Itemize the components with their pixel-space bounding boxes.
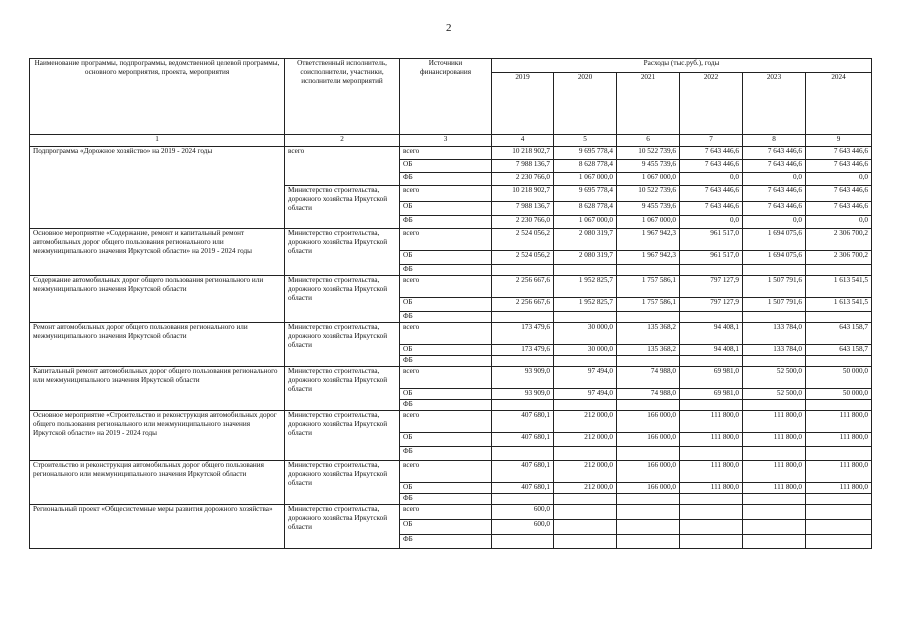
value-cell: 1 952 825,7 [554,298,617,312]
column-number: 9 [806,135,872,147]
value-cell [680,505,743,520]
value-cell [806,356,872,367]
value-cell [617,312,680,323]
value-cell: 407 680,1 [492,411,554,433]
value-cell: 111 800,0 [680,411,743,433]
value-cell: 9 455 739,6 [617,160,680,173]
value-cell: 7 988 136,7 [492,160,554,173]
value-cell [554,535,617,549]
value-cell: 52 500,0 [743,389,806,400]
table-body [30,147,872,549]
source-cell: всего [400,367,492,389]
source-cell: ФБ [400,265,492,276]
header-year: 2022 [680,73,743,135]
value-cell [743,520,806,535]
value-cell [743,356,806,367]
value-cell: 1 952 825,7 [554,276,617,298]
value-cell: 212 000,0 [554,433,617,447]
executor-cell: Министерство строительства, дорожного хозяйства Иркутской области [285,229,400,276]
value-cell: 1 067 000,0 [554,173,617,186]
value-cell: 212 000,0 [554,461,617,483]
value-cell: 7 643 446,6 [743,202,806,216]
value-cell [806,494,872,505]
row-name-cell: Подпрограмма «Дорожное хозяйство» на 2019 - 2024 годы [30,147,285,229]
value-cell: 961 517,0 [680,229,743,251]
value-cell [554,494,617,505]
value-cell: 7 643 446,6 [680,202,743,216]
value-cell: 0,0 [806,216,872,229]
table-row [30,367,872,389]
column-number: 3 [400,135,492,147]
value-cell: 407 680,1 [492,433,554,447]
source-cell: ФБ [400,447,492,461]
value-cell [680,356,743,367]
row-name-cell: Капитальный ремонт автомобильных дорог общего пользования регионального или межмуниципального значения Иркутской области [30,367,285,411]
source-cell: всего [400,505,492,520]
value-cell: 1 067 000,0 [617,216,680,229]
executor-cell: Министерство строительства, дорожного хозяйства Иркутской области [285,505,400,549]
value-cell: 93 909,0 [492,367,554,389]
value-cell: 7 643 446,6 [680,160,743,173]
value-cell: 7 643 446,6 [806,147,872,160]
column-number: 2 [285,135,400,147]
source-cell: всего [400,276,492,298]
column-number: 7 [680,135,743,147]
budget-table [29,58,872,549]
value-cell: 0,0 [806,173,872,186]
value-cell [617,505,680,520]
value-cell: 173 479,6 [492,345,554,356]
value-cell: 9 695 778,4 [554,186,617,202]
value-cell: 7 643 446,6 [806,202,872,216]
value-cell: 10 218 902,7 [492,186,554,202]
value-cell: 2 230 766,0 [492,173,554,186]
value-cell [743,400,806,411]
value-cell [617,520,680,535]
value-cell: 2 306 700,2 [806,251,872,265]
header-expenses: Расходы (тыс.руб.), годы [492,59,872,73]
value-cell: 111 800,0 [806,411,872,433]
value-cell [806,447,872,461]
row-name-cell: Ремонт автомобильных дорог общего пользования регионального или межмуниципального значения Иркутской области [30,323,285,367]
value-cell [806,520,872,535]
source-cell: ФБ [400,216,492,229]
source-cell: ОБ [400,389,492,400]
source-cell: ОБ [400,345,492,356]
value-cell: 111 800,0 [680,433,743,447]
executor-cell: Министерство строительства, дорожного хозяйства Иркутской области [285,276,400,323]
value-cell: 212 000,0 [554,411,617,433]
column-number: 1 [30,135,285,147]
source-cell: всего [400,411,492,433]
value-cell [554,400,617,411]
value-cell: 407 680,1 [492,483,554,494]
value-cell [554,447,617,461]
value-cell [617,356,680,367]
row-name-cell: Региональный проект «Общесистемные меры развития дорожного хозяйства» [30,505,285,549]
executor-cell: Министерство строительства, дорожного хозяйства Иркутской области [285,367,400,411]
value-cell: 30 000,0 [554,345,617,356]
value-cell [554,312,617,323]
value-cell [617,535,680,549]
value-cell: 1 967 942,3 [617,229,680,251]
source-cell: ФБ [400,535,492,549]
value-cell: 111 800,0 [806,461,872,483]
value-cell [680,520,743,535]
value-cell: 133 784,0 [743,345,806,356]
row-name-cell: Основное мероприятие «Строительство и реконструкция автомобильных дорог общего пользования регионального или межмуниципального значения Иркутской области» на 2019 - 2024 годы [30,411,285,461]
value-cell [554,505,617,520]
value-cell: 111 800,0 [806,483,872,494]
value-cell: 7 643 446,6 [743,186,806,202]
value-cell: 643 158,7 [806,345,872,356]
value-cell: 8 628 778,4 [554,160,617,173]
executor-cell: Министерство строительства, дорожного хозяйства Иркутской области [285,411,400,461]
executor-cell: Министерство строительства, дорожного хозяйства Иркутской области [285,323,400,367]
value-cell [617,447,680,461]
value-cell: 166 000,0 [617,483,680,494]
value-cell [617,265,680,276]
table-row [30,323,872,345]
value-cell [680,494,743,505]
source-cell: ОБ [400,298,492,312]
value-cell: 69 981,0 [680,389,743,400]
source-cell: всего [400,461,492,483]
value-cell: 0,0 [743,216,806,229]
value-cell [492,535,554,549]
value-cell: 600,0 [492,520,554,535]
value-cell [492,400,554,411]
executor-cell: Министерство строительства, дорожного хозяйства Иркутской области [285,461,400,505]
value-cell [680,265,743,276]
header-year: 2020 [554,73,617,135]
value-cell: 7 643 446,6 [806,186,872,202]
executor-cell: Министерство строительства, дорожного хозяйства Иркутской области [285,186,400,229]
table-row [30,276,872,298]
value-cell: 111 800,0 [743,461,806,483]
executor-cell: всего [285,147,400,186]
source-cell: всего [400,323,492,345]
value-cell [492,265,554,276]
value-cell: 1 757 586,1 [617,298,680,312]
header-year: 2019 [492,73,554,135]
source-cell: ОБ [400,433,492,447]
value-cell [492,447,554,461]
value-cell [743,505,806,520]
value-cell: 30 000,0 [554,323,617,345]
value-cell: 2 080 319,7 [554,229,617,251]
value-cell: 0,0 [743,173,806,186]
column-number: 5 [554,135,617,147]
value-cell: 111 800,0 [680,461,743,483]
value-cell [743,265,806,276]
value-cell: 1 757 586,1 [617,276,680,298]
value-cell: 10 218 902,7 [492,147,554,160]
table-row [30,411,872,433]
value-cell: 166 000,0 [617,461,680,483]
value-cell: 1 694 075,6 [743,251,806,265]
header-name: Наименование программы, подпрограммы, ведомственной целевой программы, основного мероприятия, проекта, мероприятия [30,59,285,135]
table-row [30,229,872,251]
value-cell: 1 507 791,6 [743,298,806,312]
header-sources: Источники финансирования [400,59,492,135]
value-cell: 2 080 319,7 [554,251,617,265]
source-cell: ОБ [400,160,492,173]
value-cell: 2 524 056,2 [492,251,554,265]
value-cell [743,312,806,323]
value-cell: 74 988,0 [617,367,680,389]
value-cell: 2 230 766,0 [492,216,554,229]
source-cell: ФБ [400,400,492,411]
header-year: 2024 [806,73,872,135]
value-cell: 797 127,9 [680,298,743,312]
value-cell [806,400,872,411]
value-cell [806,312,872,323]
table-row [30,461,872,483]
source-cell: ОБ [400,251,492,265]
value-cell: 1 067 000,0 [554,216,617,229]
value-cell: 69 981,0 [680,367,743,389]
value-cell: 111 800,0 [680,483,743,494]
value-cell [680,535,743,549]
value-cell: 2 256 667,6 [492,276,554,298]
row-name-cell: Основное мероприятие «Содержание, ремонт и капитальный ремонт автомобильных дорог общего пользования регионального или межмуниципального значения Иркутской области» на 2019 - 2024 годы [30,229,285,276]
column-number: 4 [492,135,554,147]
value-cell: 111 800,0 [743,411,806,433]
source-cell: ФБ [400,173,492,186]
value-cell: 7 643 446,6 [680,186,743,202]
value-cell: 1 613 541,5 [806,298,872,312]
value-cell: 10 522 739,6 [617,147,680,160]
value-cell: 50 000,0 [806,389,872,400]
value-cell: 212 000,0 [554,483,617,494]
value-cell: 7 643 446,6 [806,160,872,173]
column-number: 8 [743,135,806,147]
value-cell: 1 067 000,0 [617,173,680,186]
value-cell: 1 613 541,5 [806,276,872,298]
value-cell: 135 368,2 [617,345,680,356]
source-cell: ОБ [400,483,492,494]
value-cell: 166 000,0 [617,433,680,447]
value-cell: 0,0 [680,173,743,186]
value-cell [554,265,617,276]
value-cell: 2 306 700,2 [806,229,872,251]
source-cell: всего [400,186,492,202]
value-cell: 135 368,2 [617,323,680,345]
value-cell: 407 680,1 [492,461,554,483]
value-cell: 10 522 739,6 [617,186,680,202]
value-cell [743,535,806,549]
value-cell: 97 494,0 [554,367,617,389]
source-cell: ОБ [400,520,492,535]
value-cell: 1 694 075,6 [743,229,806,251]
value-cell: 1 507 791,6 [743,276,806,298]
source-cell: ФБ [400,494,492,505]
value-cell: 94 408,1 [680,345,743,356]
source-cell: ОБ [400,202,492,216]
value-cell [680,447,743,461]
value-cell [492,356,554,367]
source-cell: всего [400,229,492,251]
source-cell: ФБ [400,312,492,323]
page-number: 2 [446,22,452,34]
value-cell: 111 800,0 [806,433,872,447]
value-cell [554,520,617,535]
value-cell: 133 784,0 [743,323,806,345]
row-name-cell: Содержание автомобильных дорог общего пользования регионального или межмуниципального значения Иркутской области [30,276,285,323]
value-cell: 173 479,6 [492,323,554,345]
source-cell: ФБ [400,356,492,367]
value-cell: 7 988 136,7 [492,202,554,216]
value-cell: 9 695 778,4 [554,147,617,160]
value-cell [492,312,554,323]
column-number: 6 [617,135,680,147]
value-cell: 74 988,0 [617,389,680,400]
value-cell [806,505,872,520]
value-cell: 7 643 446,6 [743,147,806,160]
value-cell [680,400,743,411]
value-cell [743,494,806,505]
value-cell: 7 643 446,6 [680,147,743,160]
value-cell: 0,0 [680,216,743,229]
value-cell [680,312,743,323]
value-cell: 9 455 739,6 [617,202,680,216]
value-cell: 111 800,0 [743,433,806,447]
value-cell [806,535,872,549]
value-cell: 94 408,1 [680,323,743,345]
value-cell: 111 800,0 [743,483,806,494]
table-row [30,505,872,520]
value-cell: 166 000,0 [617,411,680,433]
value-cell: 961 517,0 [680,251,743,265]
value-cell: 93 909,0 [492,389,554,400]
value-cell: 797 127,9 [680,276,743,298]
value-cell: 1 967 942,3 [617,251,680,265]
header-executor: Ответственный исполнитель, соисполнители, участники, исполнители мероприятий [285,59,400,135]
value-cell: 52 500,0 [743,367,806,389]
value-cell [554,356,617,367]
value-cell [806,265,872,276]
value-cell [617,400,680,411]
value-cell: 2 256 667,6 [492,298,554,312]
table-row [30,147,872,160]
value-cell: 97 494,0 [554,389,617,400]
source-cell: всего [400,147,492,160]
value-cell: 600,0 [492,505,554,520]
value-cell: 7 643 446,6 [743,160,806,173]
value-cell: 2 524 056,2 [492,229,554,251]
value-cell: 50 000,0 [806,367,872,389]
header-year: 2023 [743,73,806,135]
value-cell: 8 628 778,4 [554,202,617,216]
value-cell [617,494,680,505]
value-cell [743,447,806,461]
header-year: 2021 [617,73,680,135]
value-cell [492,494,554,505]
row-name-cell: Строительство и реконструкция автомобильных дорог общего пользования регионального или межмуниципального значения Иркутской области [30,461,285,505]
value-cell: 643 158,7 [806,323,872,345]
